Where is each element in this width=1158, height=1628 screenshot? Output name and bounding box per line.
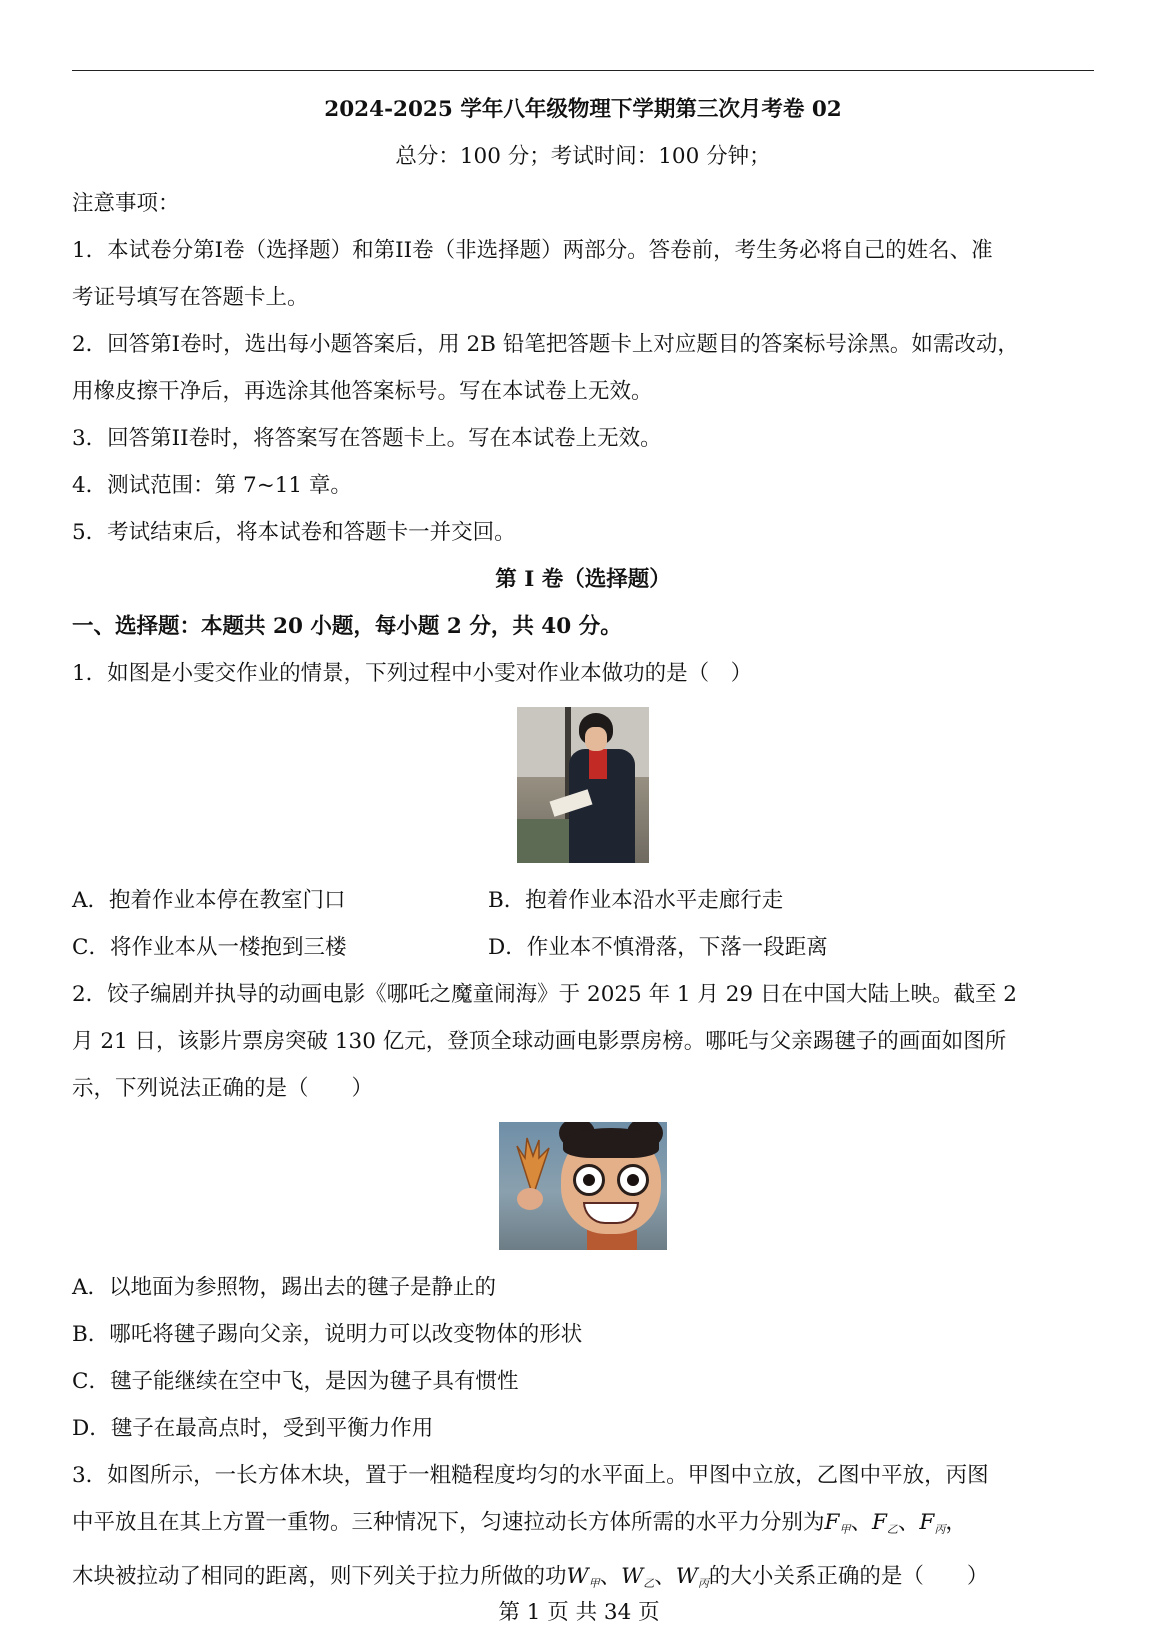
q2-option-a: A．以地面为参照物，踢出去的毽子是静止的	[72, 1275, 497, 1300]
q1-option-c: C．将作业本从一楼抱到三楼	[72, 935, 347, 960]
w-sep-1: 、	[599, 1564, 622, 1589]
q3-stem-line-2	[72, 1499, 1094, 1553]
q1-option-d: D．作业本不慎滑落，下落一段距离	[488, 935, 828, 960]
page-footer: 第 1 页 共 34 页	[498, 1600, 660, 1625]
sub-bing: 丙	[934, 1523, 946, 1536]
q1-option-b: B．抱着作业本沿水平走廊行走	[488, 888, 784, 913]
q3-stem-line-1: 3．如图所示，一长方体木块，置于一粗糙程度均匀的水平面上。甲图中立放，乙图中平放，丙图	[72, 1463, 989, 1488]
force-f-bing: F	[919, 1510, 935, 1535]
q2-stem-line-3: 示，下列说法正确的是（ ）	[72, 1076, 374, 1101]
exam-page	[72, 86, 1094, 1607]
shuttlecock-icon	[509, 1136, 553, 1192]
work-w-bing: W	[675, 1564, 698, 1589]
q3-line2-text: 中平放且在其上方置一重物。三种情况下，匀速拉动长方体所需的水平力分别为	[72, 1510, 825, 1535]
sub-yi: 乙	[886, 1523, 898, 1536]
note-1-line-1: 1．本试卷分第I卷（选择题）和第II卷（非选择题）两部分。答卷前，考生务必将自己的姓名、准	[72, 238, 993, 263]
q2-option-b: B．哪吒将毽子踢向父亲，说明力可以改变物体的形状	[72, 1322, 583, 1347]
q3-line3-text-b: 的大小关系正确的是（ ）	[708, 1564, 989, 1589]
note-5: 5．考试结束后，将本试卷和答题卡一并交回。	[72, 520, 516, 545]
w-sep-2: 、	[654, 1564, 676, 1589]
exam-title: 2024-2025 学年八年级物理下学期第三次月考卷 02	[324, 97, 842, 122]
sep-2: 、	[897, 1510, 920, 1535]
notes-heading: 注意事项：	[72, 191, 180, 216]
q1-stem: 1．如图是小雯交作业的情景，下列过程中小雯对作业本做功的是（ ）	[72, 661, 753, 686]
q2-figure	[72, 1122, 1094, 1250]
q1-figure	[72, 707, 1094, 863]
note-2-line-2: 用橡皮擦干净后，再选涂其他答案标号。写在本试卷上无效。	[72, 379, 653, 404]
volume-title: 第 I 卷（选择题）	[495, 567, 671, 592]
note-2-line-1: 2．回答第I卷时，选出每小题答案后，用 2B 铅笔把答题卡上对应题目的答案标号涂黑。如需改动，	[72, 332, 1019, 357]
w-sub-jia: 甲	[588, 1577, 600, 1590]
q1-photo-student-submitting-homework	[517, 707, 649, 863]
w-sub-yi: 乙	[643, 1577, 655, 1590]
force-f-jia: F	[824, 1510, 840, 1535]
work-w-yi: W	[621, 1564, 644, 1589]
sep-1: 、	[850, 1510, 872, 1535]
force-f-yi: F	[871, 1510, 887, 1535]
sub-jia: 甲	[839, 1523, 851, 1536]
work-w-jia: W	[566, 1564, 589, 1589]
comma: ，	[945, 1510, 967, 1535]
q1-option-a: A．抱着作业本停在教室门口	[72, 888, 346, 913]
q2-image-nezha-shuttlecock	[499, 1122, 667, 1250]
part-title: 一、选择题：本题共 20 小题，每小题 2 分，共 40 分。	[72, 614, 622, 639]
note-1-line-2: 考证号填写在答题卡上。	[72, 285, 309, 310]
q2-option-c: C．毽子能继续在空中飞，是因为毽子具有惯性	[72, 1369, 519, 1394]
w-sub-bing: 丙	[697, 1577, 709, 1590]
exam-meta: 总分：100 分；考试时间：100 分钟；	[395, 144, 771, 169]
q2-stem-line-1: 2．饺子编剧并执导的动画电影《哪吒之魔童闹海》于 2025 年 1 月 29 日在中国大陆上映。截至 2	[72, 982, 1017, 1007]
header-rule	[72, 70, 1094, 71]
q3-line3-text-a: 木块被拉动了相同的距离，则下列关于拉力所做的功	[72, 1564, 567, 1589]
q1-options-row-1	[72, 877, 1094, 924]
q2-stem-line-2: 月 21 日，该影片票房突破 130 亿元，登顶全球动画电影票房榜。哪吒与父亲踢毽子的画面如图所	[72, 1029, 1007, 1054]
note-4: 4．测试范围：第 7~11 章。	[72, 473, 352, 498]
q1-options-row-2	[72, 924, 1094, 971]
q2-option-d: D．毽子在最高点时，受到平衡力作用	[72, 1416, 434, 1441]
note-3: 3．回答第II卷时，将答案写在答题卡上。写在本试卷上无效。	[72, 426, 662, 451]
